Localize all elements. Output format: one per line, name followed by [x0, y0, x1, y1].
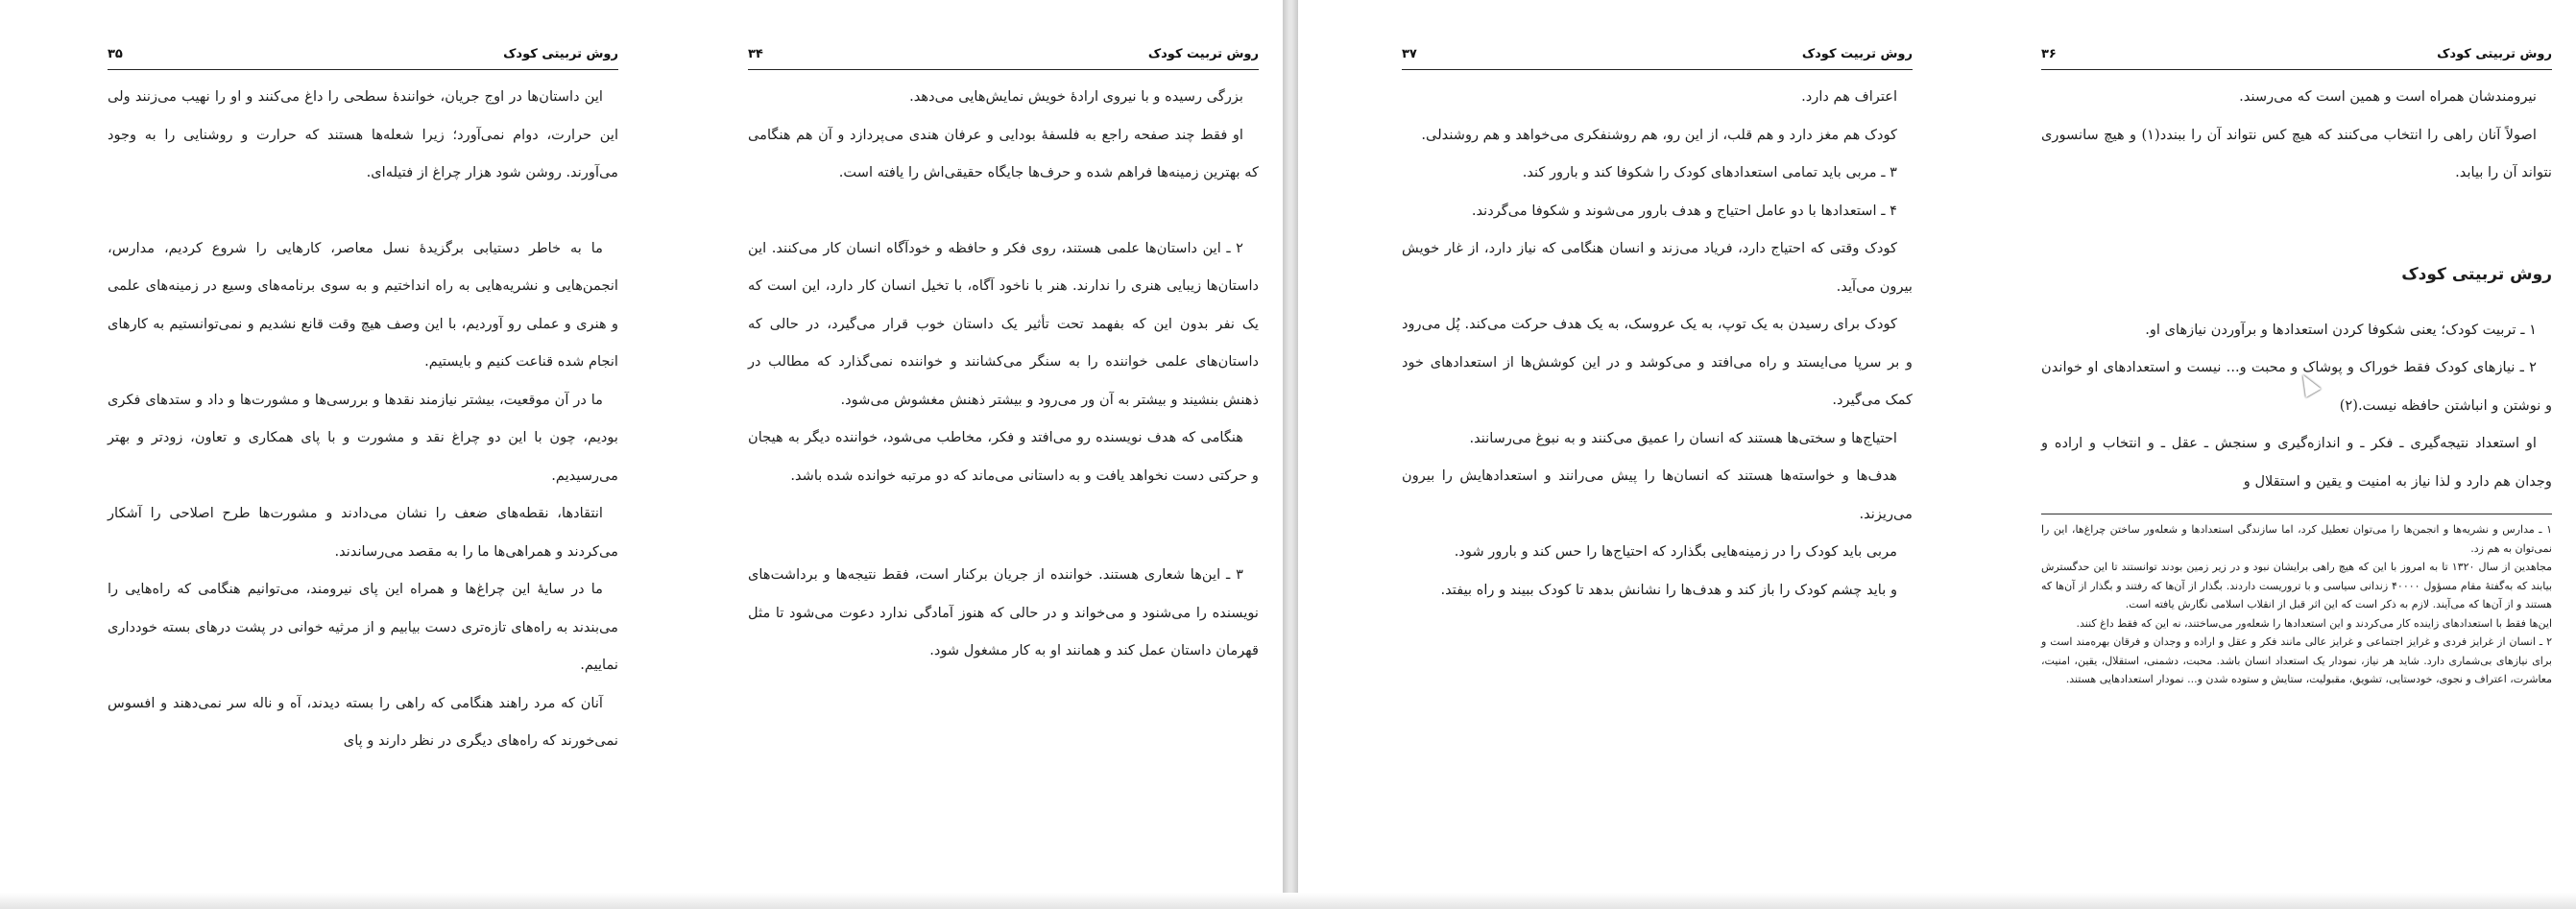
- paragraph: نیرومندشان همراه است و همین است که می‌رسند.: [2239, 88, 2537, 105]
- page-number: ۳۴: [748, 47, 763, 61]
- paragraph: کودک هم مغز دارد و هم قلب، از این رو، هم روشنفکری می‌خواهد و هم روشندلی.: [1421, 126, 1897, 143]
- page-header: [2041, 44, 2552, 70]
- page-body: [2041, 78, 2552, 500]
- footnote: ۲ ـ انسان از غرایز فردی و غرایز اجتماعی و غرایز عالی مانند فکر و عقل و اراده و وجدان و فرقان بهره‌مند است و برای نیازهای بی‌شماری دارد. شاید هر نیاز، نمودار یک استعداد انسان باشد. محبت، دشمنی، استقلال، یقین، امنیت، معاشرت، اعتراف و نجوی، خودستایی، تشویق، مقبولیت، ستایش و ستوده شدن و... نمودار استعدادهایی هستند.: [2041, 635, 2552, 685]
- paragraph: کودک وقتی که احتیاج دارد، فریاد می‌زند و انسان هنگامی که نیاز دارد، از غار خویش بیرون می‌آید.: [1402, 240, 1913, 295]
- paragraph: او فقط چند صفحه راجع به فلسفهٔ بودایی و عرفان هندی می‌پردازد و آن هم هنگامی که بهترین زمینه‌ها فراهم شده و حرف‌ها جایگاه حقیقی‌اش را یافته است.: [748, 126, 1259, 180]
- paragraph: این داستان‌ها در اوج جریان، خوانندهٔ سطحی را داغ می‌کنند و او را نهیب می‌زنند ولی این حرارت، دوام نمی‌آورد؛ زیرا شعله‌ها هستند که حرارت و روشنایی را به وجود می‌آورند. روشن شود هزار چراغ از فتیله‌ای.: [108, 88, 618, 180]
- running-title: روش تربیت کودک: [1147, 47, 1259, 61]
- page-body: [108, 78, 618, 760]
- paragraph: ما در آن موقعیت، بیشتر نیازمند نقدها و بررسی‌ها و مشورت‌ها و داد و ستدهای فکری بودیم، چون با این دو چراغ نقد و مشورت و با پای همکاری و تعاون، زودتر و بهتر می‌رسیدیم.: [108, 391, 618, 484]
- paragraph: آنان که مرد راهند هنگامی که راهی را بسته دیدند، آه و ناله سر نمی‌دهند و افسوس نمی‌خورند که راه‌های دیگری در نظر دارند و پای: [108, 694, 618, 749]
- page-body: [748, 78, 1259, 670]
- running-title: روش تربیتی کودک: [503, 47, 618, 61]
- paragraph-gap: [108, 192, 618, 229]
- paragraph: بزرگی رسیده و با نیروی ارادهٔ خویش نمایش‌هایی می‌دهد.: [909, 88, 1243, 105]
- page-header: [748, 44, 1259, 70]
- page-34: [748, 44, 1259, 670]
- paragraph: ۲ ـ نیازهای کودک فقط خوراک و پوشاک و محبت و... نیست و استعدادهای او خواندن و نوشتن و انباشتن حافظه نیست.(۲): [2041, 359, 2552, 414]
- footnote: ۱ ـ مدارس و نشریه‌ها و انجمن‌ها را می‌توان تعطیل کرد، اما سازندگی استعدادها و شعله‌ور ساختن چراغ‌ها، این را نمی‌توان به هم زد.: [2041, 523, 2552, 555]
- page-number: ۳۶: [2041, 47, 2057, 61]
- paragraph: هنگامی که هدف نویسنده رو می‌افتد و فکر، مخاطب می‌شود، خواننده دیگر به هیجان و حرکتی دست نخواهد یافت و به داستانی می‌ماند که دو مرتبه خوانده شده باشد.: [748, 429, 1259, 484]
- page-number: ۳۷: [1402, 47, 1417, 61]
- footnotes: [2041, 514, 2552, 689]
- paragraph: انتقادها، نقطه‌های ضعف را نشان می‌دادند و مشورت‌ها طرح اصلاحی را آشکار می‌کردند و همراهی‌ها ما را به مقصد می‌رساندند.: [108, 505, 618, 560]
- section-title: روش تربیتی کودک: [2401, 264, 2552, 284]
- footnote: این‌ها فقط با استعدادهای زاینده کار می‌کردند و این استعدادها را شعله‌ور می‌ساختند، نه این که فقط داغ کنند.: [2076, 616, 2552, 630]
- left-spread: [0, 0, 1283, 909]
- paragraph: کودک برای رسیدن به یک توپ، به یک عروسک، به یک هدف حرکت می‌کند. پُل می‌رود و بر سرپا می‌ایستد و راه می‌افتد و می‌کوشد و در این کوشش‌ها از استعدادهای خود کمک می‌گیرد.: [1402, 316, 1913, 408]
- page-36: [2041, 44, 2552, 689]
- paragraph: ۳ ـ مربی باید تمامی استعدادهای کودک را شکوفا کند و بارور کند.: [1522, 164, 1897, 180]
- paragraph: هدف‌ها و خواسته‌ها هستند که انسان‌ها را پیش می‌رانند و استعدادهایش را بیرون می‌ریزند.: [1402, 467, 1913, 522]
- paragraph-gap: [748, 494, 1259, 556]
- viewer-bottom-edge: [0, 893, 2576, 909]
- paragraph: احتیاج‌ها و سختی‌ها هستند که انسان را عمیق می‌کنند و به نبوغ می‌رسانند.: [1469, 429, 1897, 446]
- page-body: [1402, 78, 1913, 609]
- paragraph: ما به خاطر دستیابی برگزیدهٔ نسل معاصر، کارهایی را شروع کردیم، مدارس، انجمن‌هایی و نشریه‌هایی به راه انداختیم و به سوی برنامه‌های وسیع در زمینه‌های علمی و هنری و عملی رو آوردیم، با این وصف هیچ وقت قانع نشدیم و نمی‌توانستیم به کارهای انجام شده قناعت کنیم و بایستیم.: [108, 239, 618, 370]
- paragraph: ما در سایهٔ این چراغ‌ها و همراه این پای نیرومند، می‌توانیم هنگامی که راه‌هایی را می‌بندند به راه‌های تازه‌تری دست بیابیم و از مرثیه خوانی در پشت درهای بسته خودداری نماییم.: [108, 581, 618, 673]
- paragraph: ۱ ـ تربیت کودک؛ یعنی شکوفا کردن استعدادها و برآوردن نیازهای او.: [2145, 321, 2537, 338]
- paragraph: اصولاً آنان راهی را انتخاب می‌کنند که هیچ کس نتواند آن را ببندد(۱) و هیچ سانسوری نتواند آن را بیابد.: [2041, 126, 2552, 180]
- running-title: روش تربیتی کودک: [2437, 47, 2552, 61]
- paragraph: اعتراف هم دارد.: [1801, 88, 1897, 105]
- paragraph-gap: [748, 192, 1259, 229]
- paragraph: ۴ ـ استعدادها با دو عامل احتیاج و هدف بارور می‌شوند و شکوفا می‌گردند.: [1471, 202, 1897, 219]
- page-number: ۳۵: [108, 47, 123, 61]
- paragraph: و باید چشم کودک را باز کند و هدف‌ها را نشانش بدهد تا کودک ببیند و راه بیفتد.: [1440, 581, 1897, 598]
- right-spread: [1298, 0, 2576, 909]
- paragraph: مربی باید کودک را در زمینه‌هایی بگذارد که احتیاج‌ها را حس کند و بارور شود.: [1454, 543, 1897, 560]
- page-37: [1402, 44, 1913, 609]
- page-35: [108, 44, 618, 760]
- spread-divider: [1283, 0, 1298, 909]
- page-header: [108, 44, 618, 70]
- paragraph: او استعداد نتیجه‌گیری ـ فکر ـ و اندازه‌گیری و سنجش ـ عقل ـ و انتخاب و اراده و وجدان هم دارد و لذا نیاز به امنیت و یقین و استقلال و: [2041, 435, 2552, 490]
- page-header: [1402, 44, 1913, 70]
- paragraph: ۳ ـ این‌ها شعاری هستند. خواننده از جریان برکنار است، فقط نتیجه‌ها و برداشت‌های نویسنده را می‌شنود و می‌خواند و در حالی که هنوز آمادگی ندارد دعوت می‌شود تا مثل قهرمان داستان عمل کند و همانند او به کار مشغول شود.: [748, 566, 1259, 658]
- paragraph: ۲ ـ این داستان‌ها علمی هستند، روی فکر و حافظه و خودآگاه انسان کار می‌کنند. این داستان‌ها زیبایی هنری را ندارند. هنر با ناخود آگاه، با تخیل انسان کار دارد، این است که یک نفر بدون این که بفهمد تحت تأثیر یک داستان خوب قرار می‌گیرد، در حالی که داستان‌های علمی خواننده را به سنگر می‌کشانند و خواننده نمی‌گذارد که مطالب در ذهنش بنشیند و بیشتر به آن ور می‌رود و بیشتر ذهنش مغشوش می‌شود.: [748, 239, 1259, 408]
- running-title: روش تربیت کودک: [1801, 47, 1913, 61]
- footnote: مجاهدین از سال ۱۳۲۰ تا به امروز با این که هیچ راهی برایشان نبود و در زیر زمین بودند توانستند تا این حدگسترش بیابند که به‌گفتهٔ مقام مسؤول ۴۰۰۰۰ زندانی سیاسی و با تروریست داردند. بگذار از آن‌ها که رفتند و بگذار از آن‌ها که هستند و از آن‌ها که می‌آیند. لازم به ذکر است که این اثر قبل از انقلاب اسلامی نگارش یافته است.: [2041, 561, 2553, 610]
